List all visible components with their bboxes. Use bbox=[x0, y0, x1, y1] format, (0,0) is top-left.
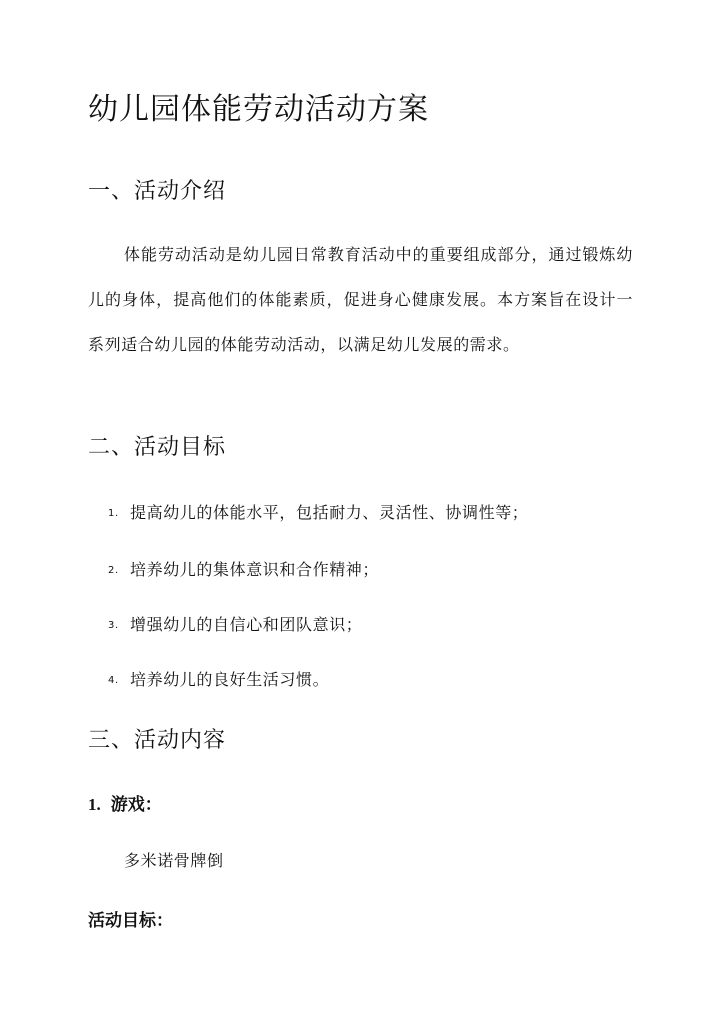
subsection-heading-game bbox=[88, 790, 162, 815]
list-item-text: 提高幼儿的体能水平，包括耐力、灵活性、协调性等； bbox=[130, 503, 529, 522]
subsection-label: 游戏： bbox=[110, 795, 162, 815]
section-heading-goals: 二、活动目标 bbox=[88, 435, 227, 460]
activity-goal-label: 活动目标： bbox=[88, 911, 173, 931]
list-item bbox=[108, 612, 362, 635]
list-item-number: 3. bbox=[108, 620, 119, 631]
list-item-number: 4. bbox=[108, 675, 119, 686]
list-item bbox=[108, 557, 379, 580]
list-item bbox=[108, 667, 329, 690]
section-heading-content: 三、活动内容 bbox=[88, 728, 227, 753]
section-heading-introduction: 一、活动介绍 bbox=[88, 179, 227, 204]
list-item-number: 1. bbox=[108, 508, 119, 519]
document-title: 幼儿园体能劳动活动方案 bbox=[88, 92, 429, 127]
list-item-text: 增强幼儿的自信心和团队意识； bbox=[130, 615, 363, 634]
list-item-number: 2. bbox=[108, 565, 119, 576]
list-item bbox=[108, 500, 528, 523]
list-item-text: 培养幼儿的良好生活习惯。 bbox=[130, 670, 330, 689]
subsection-number: 1. bbox=[88, 795, 101, 814]
introduction-paragraph: 体能劳动活动是幼儿园日常教育活动中的重要组成部分，通过锻炼幼儿的身体，提高他们的体能素质，促进身心健康发展。本方案旨在设计一系列适合幼儿园的体能劳动活动，以满足幼儿发展的需求。 bbox=[88, 245, 633, 354]
game-name: 多米诺骨牌倒 bbox=[124, 851, 224, 870]
list-item-text: 培养幼儿的集体意识和合作精神； bbox=[130, 560, 380, 579]
